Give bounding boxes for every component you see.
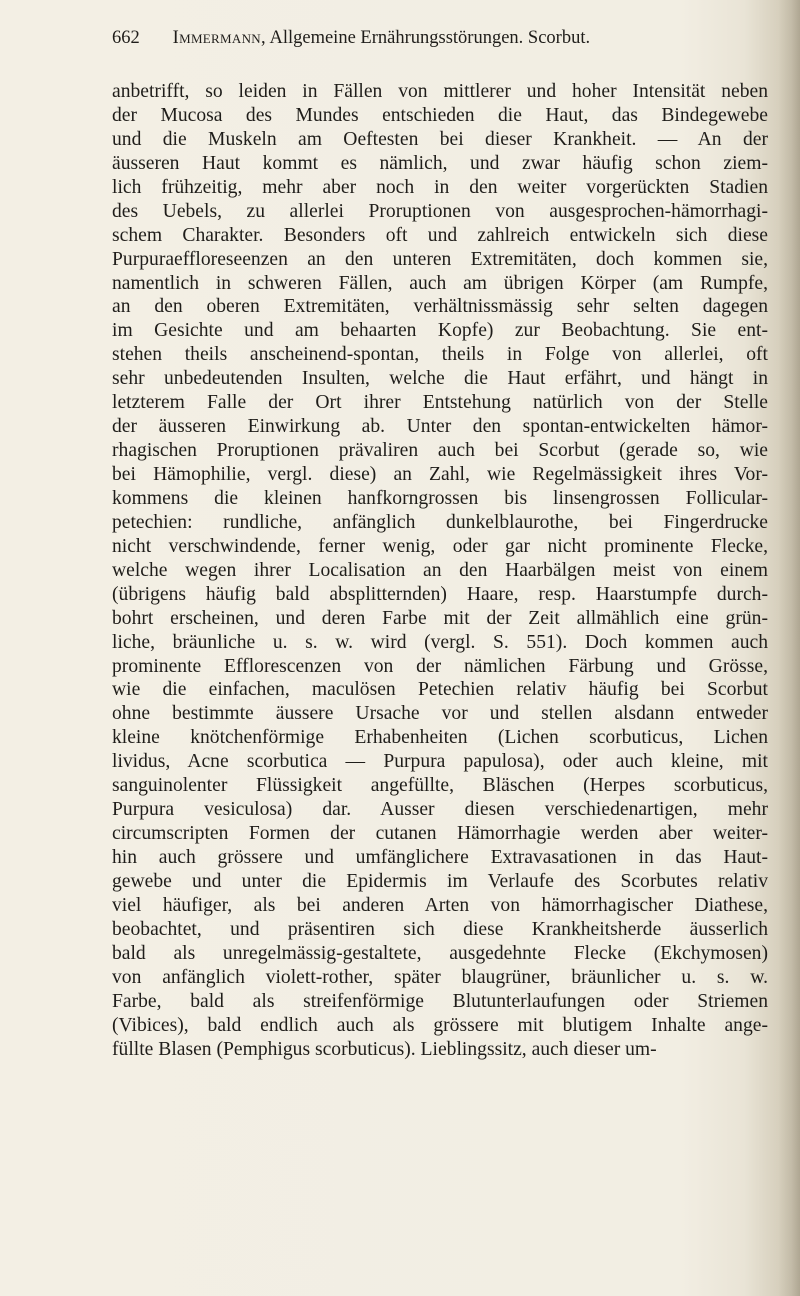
text-line: hin auch grössere und umfänglichere Extravasationen in das Haut- [112, 847, 768, 868]
running-head-author: Immermann, [172, 28, 266, 48]
text-line: der Mucosa des Mundes entschieden die Haut, das Bindegewebe [112, 104, 768, 126]
text-line: nicht verschwindende, ferner wenig, oder gar nicht prominente Flecke, [112, 535, 768, 557]
text-line: kleine knötchenförmige Erhabenheiten (Lichen scorbuticus, Lichen [112, 727, 768, 749]
text-line: beobachtet, und präsentiren sich diese Krankheitsherde äusserlich [112, 918, 768, 940]
text-line: lich frühzeitig, mehr aber noch in den weiter vorgerückten Stadien [112, 176, 768, 198]
text-line: ohne bestimmte äussere Ursache vor und stellen alsdann entweder [112, 703, 768, 725]
text-line: welche wegen ihrer Localisation an den Haarbälgen meist von einem [112, 559, 768, 581]
text-line: Purpura vesiculosa) dar. Ausser diesen verschiedenartigen, mehr [112, 799, 768, 821]
text-line: (Vibices), bald endlich auch als grössere mit blutigem Inhalte ange- [112, 1014, 768, 1036]
text-line: bald als unregelmässig-gestaltete, ausgedehnte Flecke (Ekchymosen) [112, 942, 768, 964]
text-line: rhagischen Proruptionen prävaliren auch bei Scorbut (gerade so, wie [112, 440, 768, 462]
text-line: gewebe und unter die Epidermis im Verlaufe des Scorbutes relativ [112, 870, 768, 892]
text-line: lividus, Acne scorbutica — Purpura papulosa), oder auch kleine, mit [112, 751, 768, 773]
text-line: von anfänglich violett-rother, später blaugrüner, bräunlicher u. s. w. [112, 966, 768, 988]
text-line: bohrt erscheinen, und deren Farbe mit der Zeit allmählich eine grün- [112, 607, 768, 629]
text-line: liche, bräunliche u. s. w. wird (vergl. S. 551). Doch kommen auch [112, 631, 768, 653]
text-line: circumscripten Formen der cutanen Hämorrhagie werden aber weiter- [112, 823, 768, 845]
text-line: viel häufiger, als bei anderen Arten von hämorrhagischer Diathese, [112, 894, 768, 916]
text-line: im Gesichte und am behaarten Kopfe) zur Beobachtung. Sie ent- [112, 320, 768, 342]
text-line: und die Muskeln am Oeftesten bei dieser Krankheit. — An der [112, 128, 768, 150]
page-edge-shadow [778, 0, 800, 1296]
text-line: petechien: rundliche, anfänglich dunkelblaurothe, bei Fingerdrucke [112, 511, 768, 533]
text-line: schem Charakter. Besonders oft und zahlreich entwickeln sich diese [112, 224, 768, 246]
text-line: äusseren Haut kommt es nämlich, und zwar häufig schon ziem- [112, 152, 768, 174]
text-line: anbetrifft, so leiden in Fällen von mittlerer und hoher Intensität neben [112, 81, 768, 102]
text-line: bei Hämophilie, vergl. diese) an Zahl, wie Regelmässigkeit ihres Vor- [112, 464, 768, 485]
body-text [112, 80, 768, 1061]
text-line: wie die einfachen, maculösen Petechien relativ häufig bei Scorbut [112, 679, 768, 701]
text-line: an den oberen Extremitäten, verhältnissmässig sehr selten dagegen [112, 296, 768, 318]
text-line: Purpuraeffloreseenzen an den unteren Extremitäten, doch kommen sie, [112, 248, 768, 270]
page-number: 662 [112, 28, 140, 48]
text-line: der äusseren Einwirkung ab. Unter den spontan-entwickelten hämor- [112, 416, 768, 438]
text-line: prominente Efflorescenzen von der nämlichen Färbung und Grösse, [112, 655, 768, 677]
text-line: namentlich in schweren Fällen, auch am übrigen Körper (am Rumpfe, [112, 272, 768, 294]
running-head [112, 28, 772, 56]
text-line: Farbe, bald als streifenförmige Blutunterlaufungen oder Striemen [112, 990, 768, 1012]
text-line: sanguinolenter Flüssigkeit angefüllte, Bläschen (Herpes scorbuticus, [112, 775, 768, 797]
text-line: stehen theils anscheinend-spontan, theils in Folge von allerlei, oft [112, 344, 768, 366]
text-line: füllte Blasen (Pemphigus scorbuticus). Lieblingssitz, auch dieser um- [112, 1038, 657, 1060]
text-line: des Uebels, zu allerlei Proruptionen von ausgesprochen-hämorrhagi- [112, 200, 768, 222]
text-line: kommens die kleinen hanfkorngrossen bis linsengrossen Follicular- [112, 487, 768, 509]
running-head-title: Allgemeine Ernährungsstörungen. Scorbut. [269, 28, 591, 48]
text-line: sehr unbedeutenden Insulten, welche die Haut erfährt, und hängt in [112, 368, 768, 390]
text-line: (übrigens häufig bald absplitternden) Haare, resp. Haarstumpfe durch- [112, 583, 768, 605]
text-line: letzterem Falle der Ort ihrer Entstehung natürlich von der Stelle [112, 392, 768, 414]
